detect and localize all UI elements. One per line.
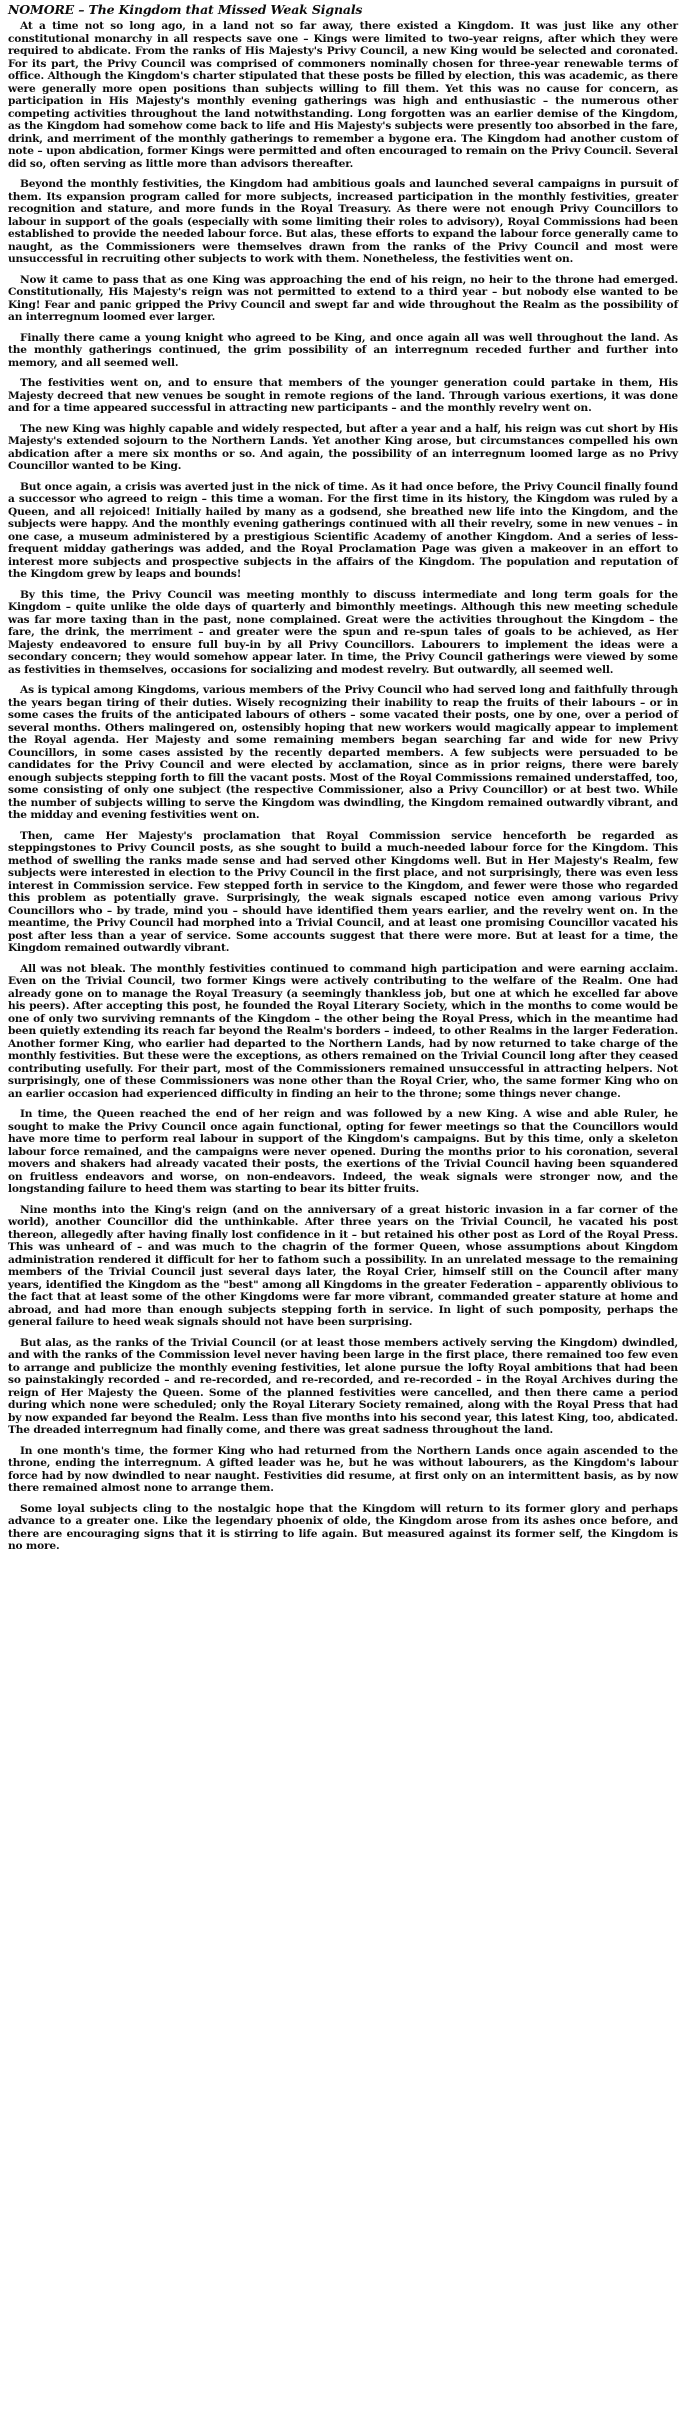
paragraph: In one month's time, the former King who had returned from the Northern Lands once again ascended to the throne, ending the interregnum. A gifted leader was he, but he was without labourers, as the Kingdom's labour force had by now dwindled to near naught. Festivities did resume, at first only on an intermittent basis, as by now there remained almost none to arrange them. — [8, 1444, 678, 1494]
paragraph: But once again, a crisis was averted just in the nick of time. As it had once before, the Privy Council finally found a successor who agreed to reign – this time a woman. For the first time in its history, the Kingdom was ruled by a Queen, and all rejoiced! Initially hailed by many as a godsend, she breathed new life into the Kingdom, and the subjects were happy. And the monthly evening gatherings continued with all their revelry, some in new venues – in one case, a museum administered by a prestigious Scientific Academy of another Kingdom. And a series of less-frequent midday gatherings was added, and the Royal Proclamation Page was given a makeover in an effort to interest more subjects and prospective subjects in the affairs of the Kingdom. The population and reputation of the Kingdom grew by leaps and bounds! — [8, 480, 678, 580]
paragraph: Finally there came a young knight who agreed to be King, and once again all was well throughout the land. As the monthly gatherings continued, the grim possibility of an interregnum receded further and further into memory, and all seemed well. — [8, 331, 678, 369]
paragraph: All was not bleak. The monthly festivities continued to command high participation and were earning acclaim. Even on the Trivial Council, two former Kings were actively contributing to the welfare of the Realm. One had already gone on to manage the Royal Treasury (a seemingly thankless job, but one at which he excelled far above his peers). After accepting this post, he founded the Royal Literary Society, which in the months to come would be one of only two surviving remnants of the Kingdom – the other being the Royal Press, which in the meantime had been quietly extending its reach far beyond the Realm's borders – indeed, to other Realms in the larger Federation. Another former King, who earlier had departed to the Northern Lands, had by now returned to take charge of the monthly festivities. But these were the exceptions, as others remained on the Trivial Council long after they ceased contributing usefully. For their part, most of the Commissioners remained unsuccessful in attracting helpers. Not surprisingly, one of these Commissioners was none other than the Royal Crier, who, the same former King who on an earlier occasion had experienced difficulty in finding an heir to the throne; some things never change. — [8, 962, 678, 1100]
paragraph: Some loyal subjects cling to the nostalgic hope that the Kingdom will return to its former glory and perhaps advance to a greater one. Like the legendary phoenix of olde, the Kingdom arose from its ashes once before, and there are encouraging signs that it is stirring to life again. But measured against its former self, the Kingdom is no more. — [8, 1502, 678, 1552]
document-title: NOMORE – The Kingdom that Missed Weak Signals — [8, 2, 363, 17]
paragraph: The new King was highly capable and widely respected, but after a year and a half, his reign was cut short by His Majesty's extended sojourn to the Northern Lands. Yet another King arose, but circumstances compelled his own abdication after a mere six months or so. And again, the possibility of an interregnum loomed large as no Privy Councillor wanted to be King. — [8, 422, 678, 472]
paragraph: At a time not so long ago, in a land not so far away, there existed a Kingdom. It was just like any other constitutional monarchy in all respects save one – Kings were limited to two-year reigns, after which they were required to abdicate. From the ranks of His Majesty's Privy Council, a new King would be selected and coronated. For its part, the Privy Council was comprised of commoners nominally chosen for three-year renewable terms of office. Although the Kingdom's charter stipulated that these posts be filled by election, this was academic, as there were generally more open positions than subjects willing to fill them. Yet this was no cause for concern, as participation in His Majesty's monthly evening gatherings was high and enthusiastic – the numerous other competing activities throughout the land notwithstanding. Long forgotten was an earlier demise of the Kingdom, as the Kingdom had somehow come back to life and His Majesty's subjects were presently too absorbed in the fare, drink, and merriment of the monthly gatherings to remember a bygone era. The Kingdom had another custom of note – upon abdication, former Kings were permitted and often encouraged to remain on the Privy Council. Several did so, often serving as little more than advisors thereafter. — [8, 20, 678, 170]
paragraph: Then, came Her Majesty's proclamation that Royal Commission service henceforth be regarded as steppingstones to Privy Council posts, as she sought to build a much-needed labour force for the Kingdom. This method of swelling the ranks made sense and had served other Kingdoms well. But in Her Majesty's Realm, few subjects were interested in election to the Privy Council in the first place, and not surprisingly, there was even less interest in Commission service. Few stepped forth in service to the Kingdom, and fewer were those who regarded this problem as potentially grave. Surprisingly, the weak signals escaped notice even among various Privy Councillors who – by trade, mind you – should have identified them years earlier, and the revelry went on. In the meantime, the Privy Council had morphed into a Trivial Council, and at least one promising Councillor vacated his post after less than a year of service. Some accounts suggest that there were more. But at least for a time, the Kingdom remained outwardly vibrant. — [8, 829, 678, 954]
paragraph: But alas, as the ranks of the Trivial Council (or at least those members actively serving the Kingdom) dwindled, and with the ranks of the Commission level never having been large in the first place, there remained too few even to arrange and publicize the monthly evening festivities, let alone pursue the lofty Royal ambitions that had been so painstakingly recorded – and re-recorded, and re-recorded, and re-recorded – in the Royal Archives during the reign of Her Majesty the Queen. Some of the planned festivities were cancelled, and then there came a period during which none were scheduled; only the Royal Literary Society remained, along with the Royal Press that had by now expanded far beyond the Realm. Less than five months into his second year, this latest King, too, abdicated. The dreaded interregnum had finally come, and there was great sadness throughout the land. — [8, 1336, 678, 1436]
paragraph: Beyond the monthly festivities, the Kingdom had ambitious goals and launched several campaigns in pursuit of them. Its expansion program called for more subjects, increased participation in the monthly festivities, greater recognition and stature, and more funds in the Royal Treasury. As there were not enough Privy Councillors to labour in support of the goals (especially with some limiting their roles to advisory), Royal Commissions had been established to provide the needed labour force. But alas, these efforts to expand the labour force generally came to naught, as the Commissioners were themselves drawn from the ranks of the Privy Council and most were unsuccessful in recruiting other subjects to work with them. Nonetheless, the festivities went on. — [8, 178, 678, 265]
paragraph: As is typical among Kingdoms, various members of the Privy Council who had served long and faithfully through the years began tiring of their duties. Wisely recognizing their inability to reap the fruits of their labours – or in some cases the fruits of the anticipated labours of others – some vacated their posts, one by one, over a period of several months. Others malingered on, ostensibly hoping that new workers would magically appear to implement the Royal agenda. Her Majesty and some remaining members began searching far and wide for new Privy Councillors, in some cases assisted by the recently departed members. A few subjects were persuaded to be candidates for the Privy Council and were elected by acclamation, since as in prior reigns, there were barely enough subjects stepping forth to fill the vacant posts. Most of the Royal Commissions remained understaffed, too, some consisting of only one subject (the respective Commissioner, also a Privy Councillor) or at best two. While the number of subjects willing to serve the Kingdom was dwindling, the Kingdom remained outwardly vibrant, and the midday and evening festivities went on. — [8, 684, 678, 821]
paragraph: Nine months into the King's reign (and on the anniversary of a great historic invasion in a far corner of the world), another Councillor did the unthinkable. After three years on the Trivial Council, he vacated his post thereon, allegedly after having finally lost confidence in it – but retained his other post as Lord of the Royal Press. This was unheard of – and was much to the chagrin of the former Queen, whose assumptions about Kingdom administration rendered it difficult for her to fathom such a possibility. In an unrelated message to the remaining members of the Trivial Council just several days later, the Royal Crier, himself still on the Council after many years, identified the Kingdom as the "best" among all Kingdoms in the greater Federation – apparently oblivious to the fact that at least some of the other Kingdoms were far more vibrant, commanded greater stature at home and abroad, and had more than enough subjects stepping forth in service. In light of such pomposity, perhaps the general failure to heed weak signals should not have been surprising. — [8, 1203, 678, 1328]
paragraph: Now it came to pass that as one King was approaching the end of his reign, no heir to the throne had emerged. Constitutionally, His Majesty's reign was not permitted to extend to a third year – but nobody else wanted to be King! Fear and panic gripped the Privy Council and swept far and wide throughout the Realm as the possibility of an interregnum loomed ever larger. — [8, 273, 678, 323]
paragraph: By this time, the Privy Council was meeting monthly to discuss intermediate and long term goals for the Kingdom – quite unlike the olde days of quarterly and bimonthly meetings. Although this new meeting schedule was far more taxing than in the past, none complained. Great were the activities throughout the Kingdom – the fare, the drink, the merriment – and greater were the spun and re-spun tales of goals to be achieved, as Her Majesty endeavored to ensure full buy-in by all Privy Councillors. Labourers to implement the ideas were a secondary concern; they would somehow appear later. In time, the Privy Council gatherings were viewed by some as festivities in themselves, occasions for socializing and modest revelry. But outwardly, all seemed well. — [8, 588, 678, 676]
paragraph: The festivities went on, and to ensure that members of the younger generation could partake in them, His Majesty decreed that new venues be sought in remote regions of the land. Through various exertions, it was done and for a time appeared successful in attracting new participants – and the monthly revelry went on. — [8, 377, 678, 414]
paragraph: In time, the Queen reached the end of her reign and was followed by a new King. A wise and able Ruler, he sought to make the Privy Council once again functional, opting for fewer meetings so that the Councillors would have more time to perform real labour in support of the Kingdom's campaigns. But by this time, only a skeleton labour force remained, and the campaigns were never opened. During the months prior to his coronation, several movers and shakers had already vacated their posts, the exertions of the Trivial Council having been squandered on fruitless endeavors and worse, on non-endeavors. Indeed, the weak signals were stronger now, and the longstanding failure to heed them was starting to bear its bitter fruits. — [8, 1108, 678, 1195]
